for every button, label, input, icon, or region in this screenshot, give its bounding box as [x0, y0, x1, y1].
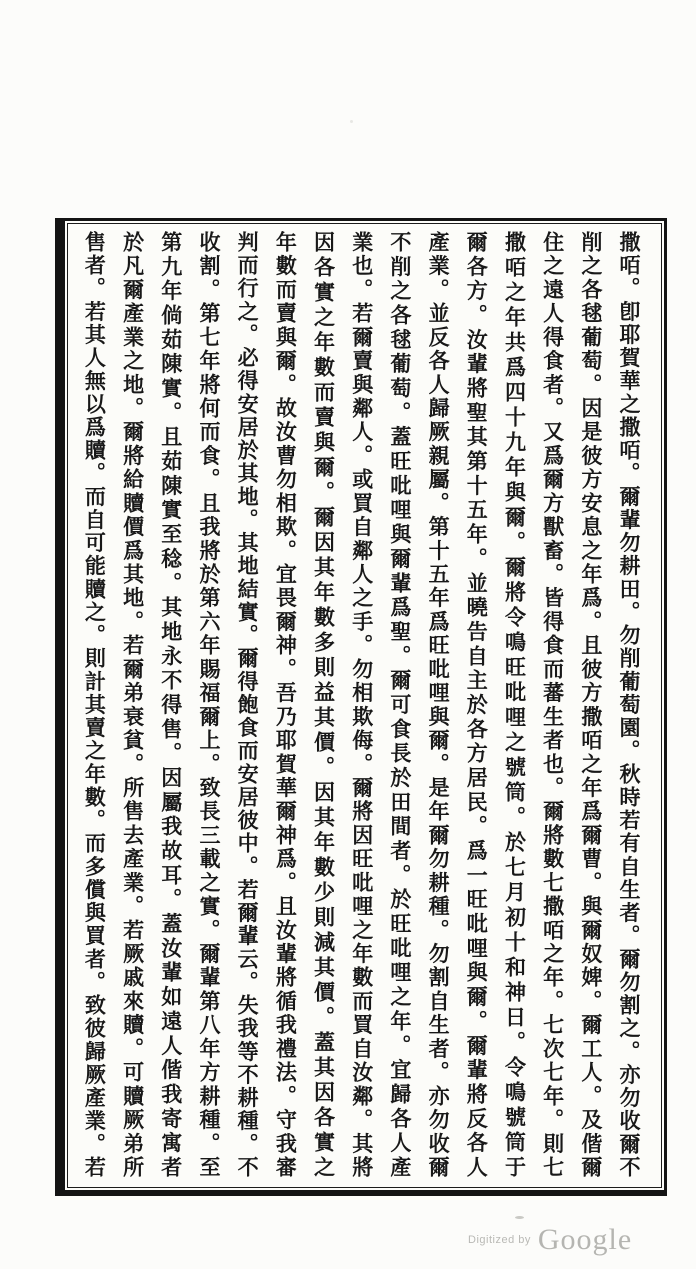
text-column-12: 收割。第七年將何而食。且我將於第六年賜福爾上。致長三載之實。爾輩第八年方耕種。至: [196, 231, 221, 1178]
google-logo-text: Google: [537, 1223, 633, 1256]
text-column-11: 判而行之。必得安居於其地。其地結實。爾得飽食而安居彼中。若爾輩云。失我等不耕種。不: [235, 231, 260, 1178]
page-border-frame: [55, 218, 667, 1196]
text-column-15: 售者。若其人無以爲贖。而自可能贖之。則計其賣之年數。而多償與買者。致彼歸厥產業。若: [82, 231, 107, 1178]
text-column-7: 不削之各毬葡萄。蓋旺吡哩與爾輩爲聖。爾可食長於田間者。於旺吡哩之年。宜歸各人產: [387, 231, 412, 1178]
text-column-9: 因各實之年數而賣與爾。爾因其年數多則益其價。因其年數少則減其價。蓋其因各實之: [311, 231, 336, 1178]
text-column-6: 產業。並反各人歸厥親屬。第十五年爲旺吡哩與爾。是年爾勿耕種。勿割自生者。亦勿收爾: [426, 231, 451, 1178]
text-column-8: 業也。若爾賣與鄰人。或買自鄰人之手。勿相欺侮。爾將因旺吡哩之年數而買自汝鄰。其將: [349, 231, 374, 1178]
text-column-13: 第九年倘茹陳實。且茹陳實至稔。其地永不得售。因屬我故耳。蓋汝輩如遠人偕我寄寓者: [158, 231, 183, 1178]
text-column-1: 撒咟。卽耶賀華之撒咟。爾輩勿耕田。勿削葡萄園。秋時若有自生者。爾勿割之。亦勿收爾不: [617, 231, 641, 1178]
google-digitization-watermark: [468, 1218, 668, 1262]
text-column-4: 撒咟之年共爲四十九年與爾。爾將令鳴旺吡哩之號筒。於七月初十和神日。令鳴號筒于: [502, 231, 527, 1178]
text-column-10: 年數而賣與爾。故汝曹勿相欺。宜畏爾神。吾乃耶賀華爾神爲。且汝輩將循我禮法。守我審: [273, 231, 298, 1178]
text-column-5: 爾各方。汝輩將聖其第十五年。並曉告自主於各方居民。爲一旺吡哩與爾。爾輩將反各人: [464, 231, 489, 1178]
text-column-14: 於凡爾產業之地。爾將給贖價爲其地。若爾弟衰貧。所售去產業。若厥戚來贖。可贖厥弟所: [120, 231, 145, 1178]
scan-speck: [350, 120, 353, 123]
vertical-text-block: [69, 225, 660, 1186]
text-column-3: 住之遠人得食者。又爲爾方獸畜。皆得食而蕃生者也。爾將數七撒咟之年。七次七年。則七: [540, 231, 565, 1178]
text-column-2: 削之各毬葡萄。因是彼方安息之年爲。且彼方撒咟之年爲爾曹。與爾奴婢。爾工人。及偕爾: [578, 231, 603, 1178]
watermark-prefix-text: Digitized by: [468, 1234, 531, 1246]
